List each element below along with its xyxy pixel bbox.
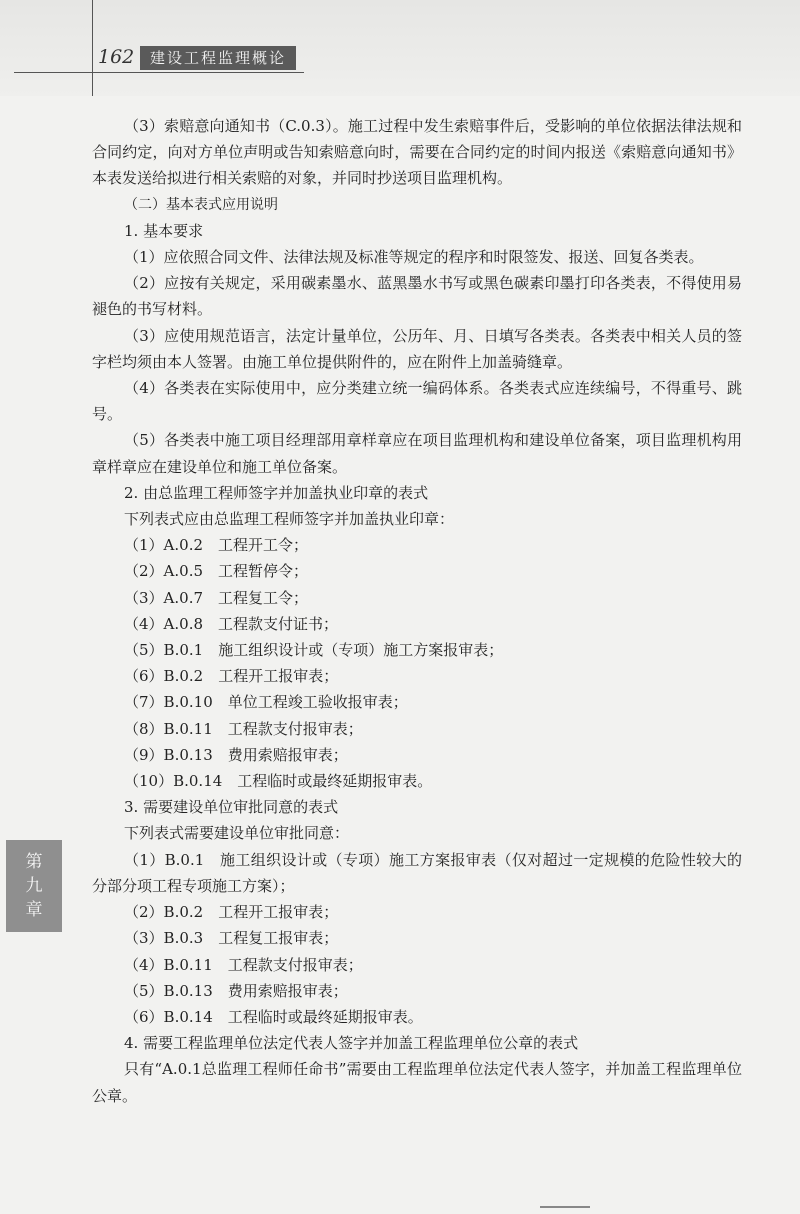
book-title: 建设工程监理概论	[140, 46, 296, 70]
list-item: （3）B.0.3 工程复工报审表；	[124, 929, 339, 948]
list-item: （5）B.0.13 费用索赔报审表；	[124, 981, 348, 1000]
list-item: （8）B.0.11 工程款支付报审表；	[124, 719, 363, 738]
paragraph: 下列表式应由总监理工程师签字并加盖执业印章：	[124, 510, 455, 529]
list-item: （1）A.0.2 工程开工令；	[124, 536, 308, 555]
chapter-tab-char: 章	[25, 900, 43, 920]
paragraph: （3）索赔意向通知书（C.0.3）。施工过程中发生索赔事件后，受影响的单位依据法律法规和合同约定，向对方单位声明或告知索赔意向时，需要在合同约定的时间内报送《索赔意向通知书》本表发送给拟进行相关索赔的对象，并同时抄送项目监理机构。	[92, 117, 742, 188]
header-divider-vertical	[92, 0, 93, 96]
list-item: （6）B.0.14 工程临时或最终延期报审表。	[124, 1007, 423, 1026]
list-item: （5）B.0.1 施工组织设计或（专项）施工方案报审表；	[124, 641, 504, 660]
list-item: （10）B.0.14 工程临时或最终延期报审表。	[124, 772, 433, 791]
subsection-heading: 3. 需要建设单位审批同意的表式	[124, 798, 339, 817]
paragraph: 只有“A.0.1总监理工程师任命书”需要由工程监理单位法定代表人签字，并加盖工程监理单位公章。	[92, 1060, 742, 1105]
paragraph: （3）应使用规范语言，法定计量单位，公历年、月、日填写各类表。各类表中相关人员的签字栏均须由本人签署。由施工单位提供附件的，应在附件上加盖骑缝章。	[92, 326, 742, 371]
list-item: （2）A.0.5 工程暂停令；	[124, 562, 308, 581]
paragraph: （5）各类表中施工项目经理部用章样章应在项目监理机构和建设单位备案，项目监理机构用章样章应在建设单位和施工单位备案。	[92, 431, 742, 476]
paragraph: （1）应依照合同文件、法律法规及标准等规定的程序和时限签发、报送、回复各类表。	[124, 248, 704, 267]
list-item: （4）B.0.11 工程款支付报审表；	[124, 955, 363, 974]
list-item: （6）B.0.2 工程开工报审表；	[124, 667, 339, 686]
paragraph: （4）各类表在实际使用中，应分类建立统一编码体系。各类表式应连续编号，不得重号、跳号。	[92, 379, 742, 424]
chapter-tab-char: 第	[25, 852, 43, 872]
subsection-heading: 2. 由总监理工程师签字并加盖执业印章的表式	[124, 483, 429, 502]
section-heading: （二）基本表式应用说明	[124, 196, 278, 213]
page-body	[92, 113, 742, 1109]
list-item: （9）B.0.13 费用索赔报审表；	[124, 745, 348, 764]
list-item: （1）B.0.1 施工组织设计或（专项）施工方案报审表（仅对超过一定规模的危险性较大的分部分项工程专项施工方案）；	[92, 850, 742, 895]
paragraph: 下列表式需要建设单位审批同意：	[124, 824, 350, 843]
header-divider-horizontal	[14, 72, 304, 73]
list-item: （7）B.0.10 单位工程竣工验收报审表；	[124, 693, 408, 712]
page-edge-mark	[540, 1206, 590, 1208]
list-item: （4）A.0.8 工程款支付证书；	[124, 614, 339, 633]
list-item: （3）A.0.7 工程复工令；	[124, 588, 308, 607]
paragraph: （2）应按有关规定，采用碳素墨水、蓝黑墨水书写或黑色碳素印墨打印各类表，不得使用易褪色的书写材料。	[92, 274, 742, 319]
chapter-tab-char: 九	[25, 876, 43, 896]
subsection-heading: 4. 需要工程监理单位法定代表人签字并加盖工程监理单位公章的表式	[124, 1034, 579, 1053]
list-item: （2）B.0.2 工程开工报审表；	[124, 903, 339, 922]
subsection-heading: 1. 基本要求	[124, 221, 204, 240]
page-number: 162	[98, 46, 135, 68]
chapter-tab	[6, 840, 62, 932]
